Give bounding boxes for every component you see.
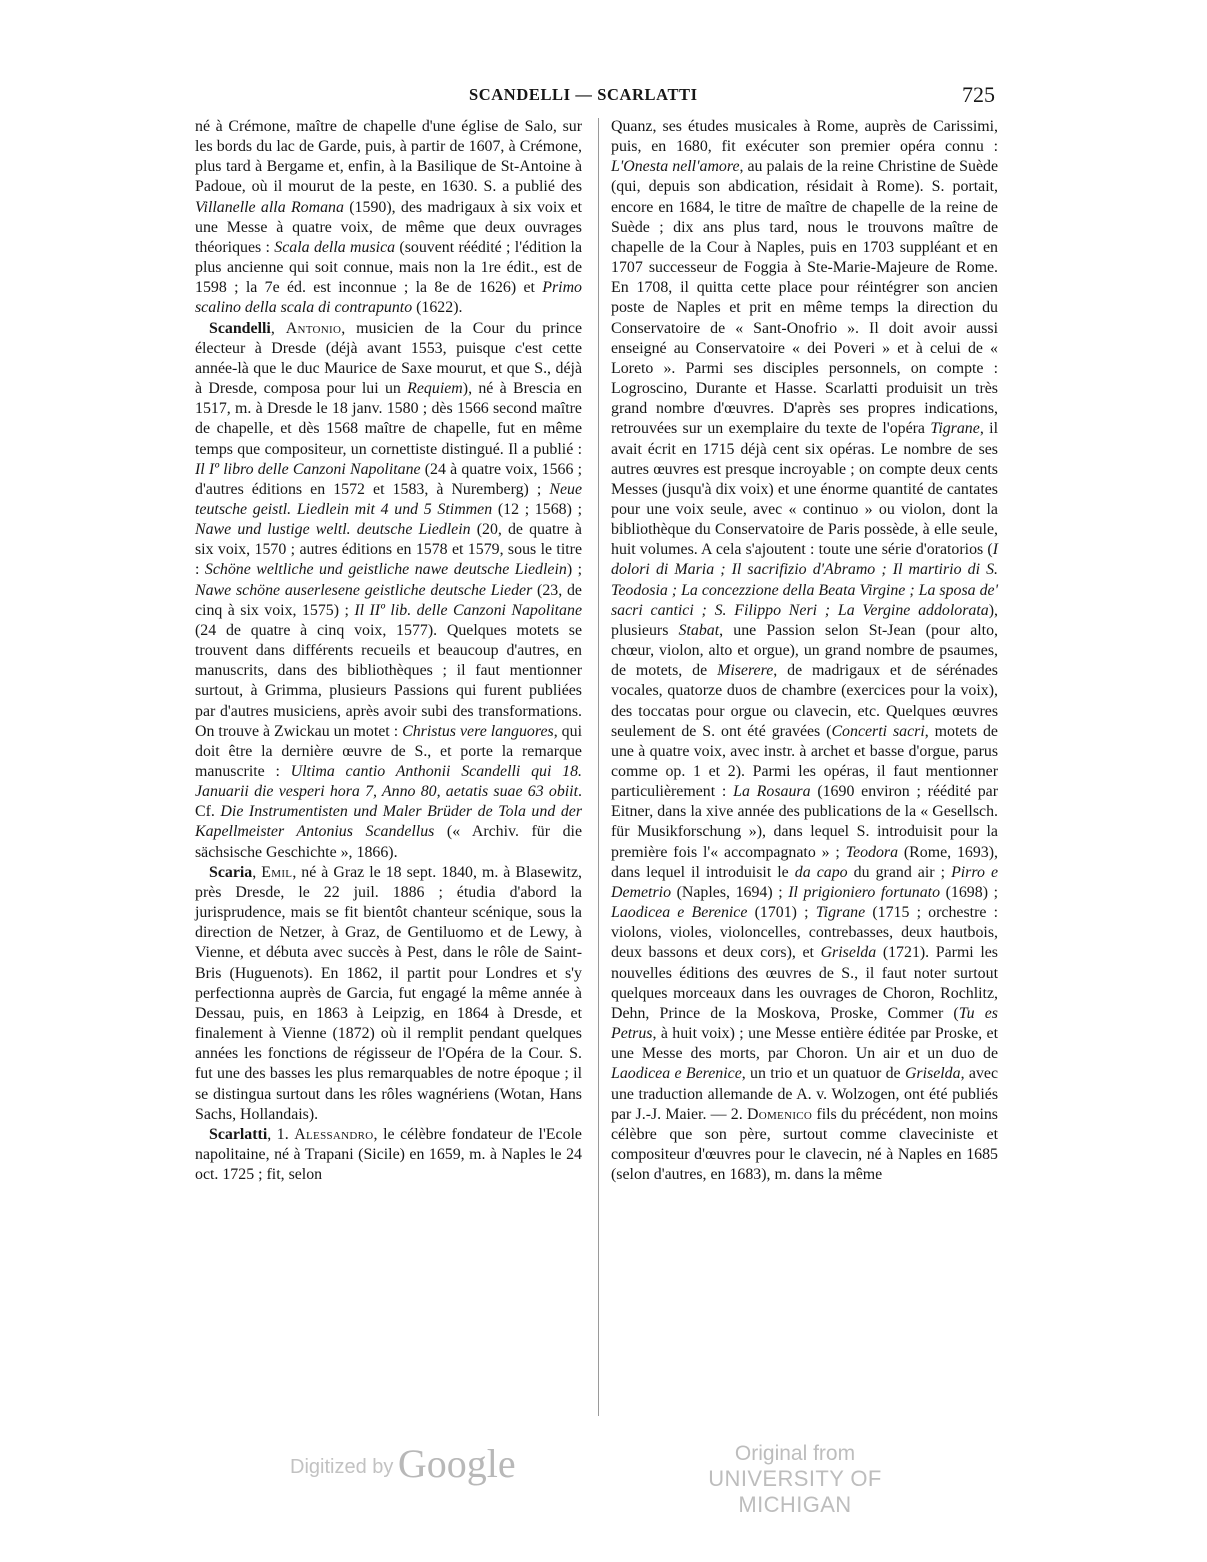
running-title: SCANDELLI — SCARLATTI xyxy=(469,85,698,104)
text-run: , il avait écrit en 1715 déjà cent six opéras. Le nombre de ses autres œuvres est presque incroyable ; on compte deux cents Messes (jusqu'à dix voix) et une énorme quantité de cantates pour une voix seule, avec « continuo » ou violon, dont la bibliothèque du Conservatoire de Paris possède, à elle seule, huit volumes. A cela s'ajoutent : toute une série d'oratorios ( xyxy=(611,420,998,559)
text-run: né à Crémone, maître de chapelle d'une église de Salo, sur les bords du lac de Garde, puis, à partir de 1607, à Crémone, plus tard à Bergame et, enfin, à la Basilique de St-Antoine à Padoue, où il mourut de la peste, en 1630. S. a publié des xyxy=(195,118,582,196)
text-run: , motets de une à quatre voix, avec instr. à archet et basse d'orgue, parus comme op. 1 et 2). Parmi les opéras, il faut mentionner particulièrement : xyxy=(611,722,998,801)
entry-headword: Scandelli xyxy=(209,319,271,337)
text-run: . Cf. xyxy=(195,783,582,821)
italic-title: Die Instrumentisten und Maler Brüder de Tola und der Kapellmeister Antonius Scandellus xyxy=(195,803,582,841)
italic-title: Nawe und lustige weltl. deutsche Liedlein xyxy=(195,521,471,539)
italic-title: Stabat xyxy=(678,621,720,639)
original-from-text: Original from xyxy=(734,1442,856,1465)
text-run: du grand air ; xyxy=(847,863,952,881)
text-run: , au palais de la reine Christine de Suède (qui, depuis son abdication, résidait à Rome). S. portait, encore en 1684, le titre de maître de chapelle de la reine de Suède ; dix ans plus tard, nous le trouvons maître de chapelle de la Cour à Naples, puis en 1703 suppléant et en 1707 successeur de Foggia à Ste-Marie-Majeure de Rome. En 1708, il quitta cette place pour réintégrer son ancien poste de Naples et prit en même temps la direction du Conservatoire de « Sant-Onofrio ». Il doit avoir aussi enseigné au Conservatoire « dei Poveri » et à celui de « Loreto ». Parmi ses disciples personnels, on compte : Logroscino, Durante et Hasse. Scarlatti produisit un très grand nombre d'œuvres. D'après ses propres indications, retrouvées sur un exemplaire du texte de l'opéra xyxy=(611,158,999,438)
text-run: , avec une traduction allemande de A. v. Wolzogen, ont été publiés par J.-J. Maier. — 2. xyxy=(611,1065,998,1123)
left-column xyxy=(195,117,582,1185)
italic-title: Requiem xyxy=(407,380,463,398)
text-run: , musicien de la Cour du prince électeur à Dresde (déjà avant 1553, puisque c'est cette année-là que le duc Maurice de Saxe mourut, et que S., déjà à Dresde, composa pour lui un xyxy=(195,319,582,398)
text-run: ), plusieurs xyxy=(611,601,998,639)
italic-title: I dolori di Maria ; Il sacrifizio d'Abramo ; Il martirio di S. Teodosia ; La concezzione della Beata Virgine ; La sposa de' sacri cantici ; S. Filippo Neri ; La Vergine addolorata xyxy=(611,541,998,619)
text-run: (23, de cinq à six voix, 1575) ; xyxy=(195,581,582,619)
text-run: (1590), des madrigaux à six voix et une Messe à quatre voix, de même que deux ouvrages théoriques : xyxy=(195,198,582,256)
text-run: ), né à Brescia en 1517, m. à Dresde le 18 janv. 1580 ; dès 1566 second maître de chapelle, et dès 1568 maître de chapelle, fut en même temps que compositeur, un cornettiste distingué. Il a publié : xyxy=(195,380,582,458)
given-name: Alessandro xyxy=(294,1125,374,1143)
text-run: , à huit voix) ; une Messe entière éditée par Proske, et une Messe des morts, par Choron. Un air et un duo de xyxy=(611,1025,998,1063)
text-run: (24 à quatre voix, 1566 ; d'autres éditions en 1572 et 1583, à Nuremberg) ; xyxy=(195,460,582,498)
entry-continuation-paragraph xyxy=(195,117,582,319)
italic-title: Tu es Petrus xyxy=(611,1004,998,1043)
italic-title: Griselda xyxy=(904,1065,961,1083)
entry-scaria xyxy=(195,863,582,1125)
text-run: ) ; xyxy=(566,561,582,579)
text-run: (12 ; 1568) ; xyxy=(492,500,582,518)
right-column xyxy=(611,117,998,1185)
text-run: (24 de quatre à cinq voix, 1577). Quelques motets se trouvent dans différents recueils et beaucoup d'autres, en manuscrits, dans des bibliothèques ; il faut mentionner surtout, à Grimma, plusieurs Passions qui furent publiées par d'autres musiciens, après avoir subi des transformations. On trouve à Zwickau un motet : xyxy=(195,621,582,740)
italic-title: Concerti sacri xyxy=(831,722,925,740)
source-watermark xyxy=(665,1442,925,1518)
italic-title: Nawe schöne auserlesene geistliche deutsche Lieder xyxy=(195,581,533,599)
text-run: , qui doit être la dernière œuvre de S., et porte la remarque manuscrite : xyxy=(195,722,582,780)
italic-title: Tigrane xyxy=(930,420,980,438)
italic-title: Il Iº libro delle Canzoni Napolitane xyxy=(195,460,421,478)
italic-title: Primo scalino della scala di contrapunto xyxy=(195,279,582,317)
given-name: Emil xyxy=(261,863,293,881)
italic-title: Schöne weltliche und geistliche nawe deutsche Liedlein xyxy=(204,561,567,579)
text-run: (1690 environ ; réédité par Eitner, dans la xive année des publications de la « Gesellsch. für Musikforschung »), dans lequel S. introduisit pour la première fois l'« accompagnato » ; xyxy=(611,783,998,861)
italic-title: Il IIº lib. delle Canzoni Napolitane xyxy=(354,601,582,619)
text-run: , 1. xyxy=(267,1125,295,1143)
text-run: , de madrigaux et de sérénades vocales, quatorze duos de chambre (exercices pour la voix), des toccatas pour orgue ou clavecin, etc. Quelques œuvres seulement de S. ont été gravées ( xyxy=(611,662,998,740)
italic-title: Laodicea e Berenice xyxy=(611,1065,742,1083)
text-run: , xyxy=(270,319,286,337)
italic-title: Tigrane xyxy=(815,904,866,922)
digitized-by-text: Digitized by xyxy=(290,1456,394,1478)
text-run: (20, de quatre à six voix, 1570 ; autres éditions en 1578 et 1579, sous le titre : xyxy=(195,521,582,579)
italic-title: Teodora xyxy=(845,843,899,861)
italic-title: La Rosaura xyxy=(733,783,811,801)
entry-scarlatti-continued xyxy=(611,117,998,1185)
page-number: 725 xyxy=(962,82,995,107)
text-run: (1622). xyxy=(412,299,463,317)
text-run: (« Archiv. für die sächsische Geschichte », 1866). xyxy=(195,823,582,861)
text-run: , le célèbre fondateur de l'Ecole napolitaine, né à Trapani (Sicile) en 1659, m. à Naples le 24 oct. 1725 ; fit, selon xyxy=(195,1125,582,1184)
entry-headword: Scaria xyxy=(209,863,253,881)
italic-title: L'Onesta nell'amore xyxy=(611,158,740,176)
text-run: , xyxy=(252,863,262,881)
text-run: (1698) ; xyxy=(940,883,998,901)
university-text: UNIVERSITY OF MICHIGAN xyxy=(708,1466,882,1517)
italic-title: Ultima cantio Anthonii Scandelli qui 18. Januarii die vesperi hora 7, Anno 80, aetatis suae 63 obiit xyxy=(195,763,582,801)
italic-title: Griselda xyxy=(820,944,877,962)
italic-title: da capo xyxy=(794,863,848,881)
italic-title: Christus vere languores xyxy=(402,722,554,740)
running-header xyxy=(195,82,995,108)
text-run: (1721). Parmi les nouvelles éditions des œuvres de S., il faut noter surtout quelques morceaux dans les ouvrages de Choron, Rochlitz, Dehn, Prince de la Moskova, Proske, Commer ( xyxy=(611,944,998,1022)
text-run: (Naples, 1694) ; xyxy=(671,883,789,901)
entry-scarlatti xyxy=(195,1125,582,1185)
given-name: Domenico xyxy=(746,1105,813,1123)
text-run: Quanz, ses études musicales à Rome, auprès de Carissimi, puis, en 1680, fit exécuter son premier opéra connu : xyxy=(611,118,998,156)
google-watermark xyxy=(290,1440,516,1487)
italic-title: Miserere xyxy=(717,662,774,680)
text-run: , une Passion selon St-Jean (pour alto, chœur, violon, alto et orgue), un grand nombre de psaumes, de motets, de xyxy=(611,621,999,680)
text-run: fils du précédent, non moins célèbre que son père, surtout comme claveciniste et compositeur d'œuvres pour le clavecin, né à Naples en 1685 (selon d'autres, en 1683), m. dans la même xyxy=(611,1105,998,1184)
italic-title: Scala della musica xyxy=(274,238,396,256)
text-run: (1715 ; orchestre : violons, violes, violoncelles, contrebasses, deux hautbois, deux bassons et deux cors), et xyxy=(611,904,998,962)
text-run: , un trio et un quatuor de xyxy=(741,1065,905,1083)
italic-title: Villanelle alla Romana xyxy=(195,198,344,216)
text-run: (1701) ; xyxy=(747,904,816,922)
entry-scandelli xyxy=(195,319,582,863)
google-logo: Google xyxy=(397,1441,516,1486)
text-run: , né à Graz le 18 sept. 1840, m. à Blasewitz, près Dresde, le 22 juil. 1886 ; étudia d'abord la jurisprudence, mais se fit bientôt chanteur scénique, sous la direction de Netzer, à Graz, de Gentiluomo et de Lewy, à Vienne, et débuta avec succès à Pest, dans le rôle de Saint-Bris (Huguenots). En 1862, il partit pour Londres et s'y perfectionna auprès de Garcia, fut engagé la même année à Dessau, puis, en 1863 à Leipzig, en 1864 à Dresde, et finalement à Vienne (1872) où il remplit pendant quelques années les fonctions de régisseur de l'Opéra de la Cour. S. fut une des basses les plus remarquables de notre époque ; il se distingua surtout dans les rôles wagnériens (Wotan, Hans Sachs, Hollandais). xyxy=(195,863,582,1123)
text-run: (Rome, 1693), dans lequel il introduisit le xyxy=(611,843,998,881)
column-divider xyxy=(598,118,599,1416)
italic-title: Neue teutsche geistl. Liedlein mit 4 und 5 Stimmen xyxy=(195,480,582,518)
italic-title: Pirro e Demetrio xyxy=(611,863,998,901)
given-name: Antonio xyxy=(285,319,342,337)
text-run: (souvent réédité ; l'édition la plus ancienne qui soit connue, mais non la 1re édit., est de 1598 ; la 7e éd. est inconnue ; la 8e de 1626) et xyxy=(195,238,583,297)
italic-title: Il prigioniero fortunato xyxy=(788,883,941,901)
entry-headword: Scarlatti xyxy=(209,1125,268,1143)
italic-title: Laodicea e Berenice xyxy=(611,904,748,922)
